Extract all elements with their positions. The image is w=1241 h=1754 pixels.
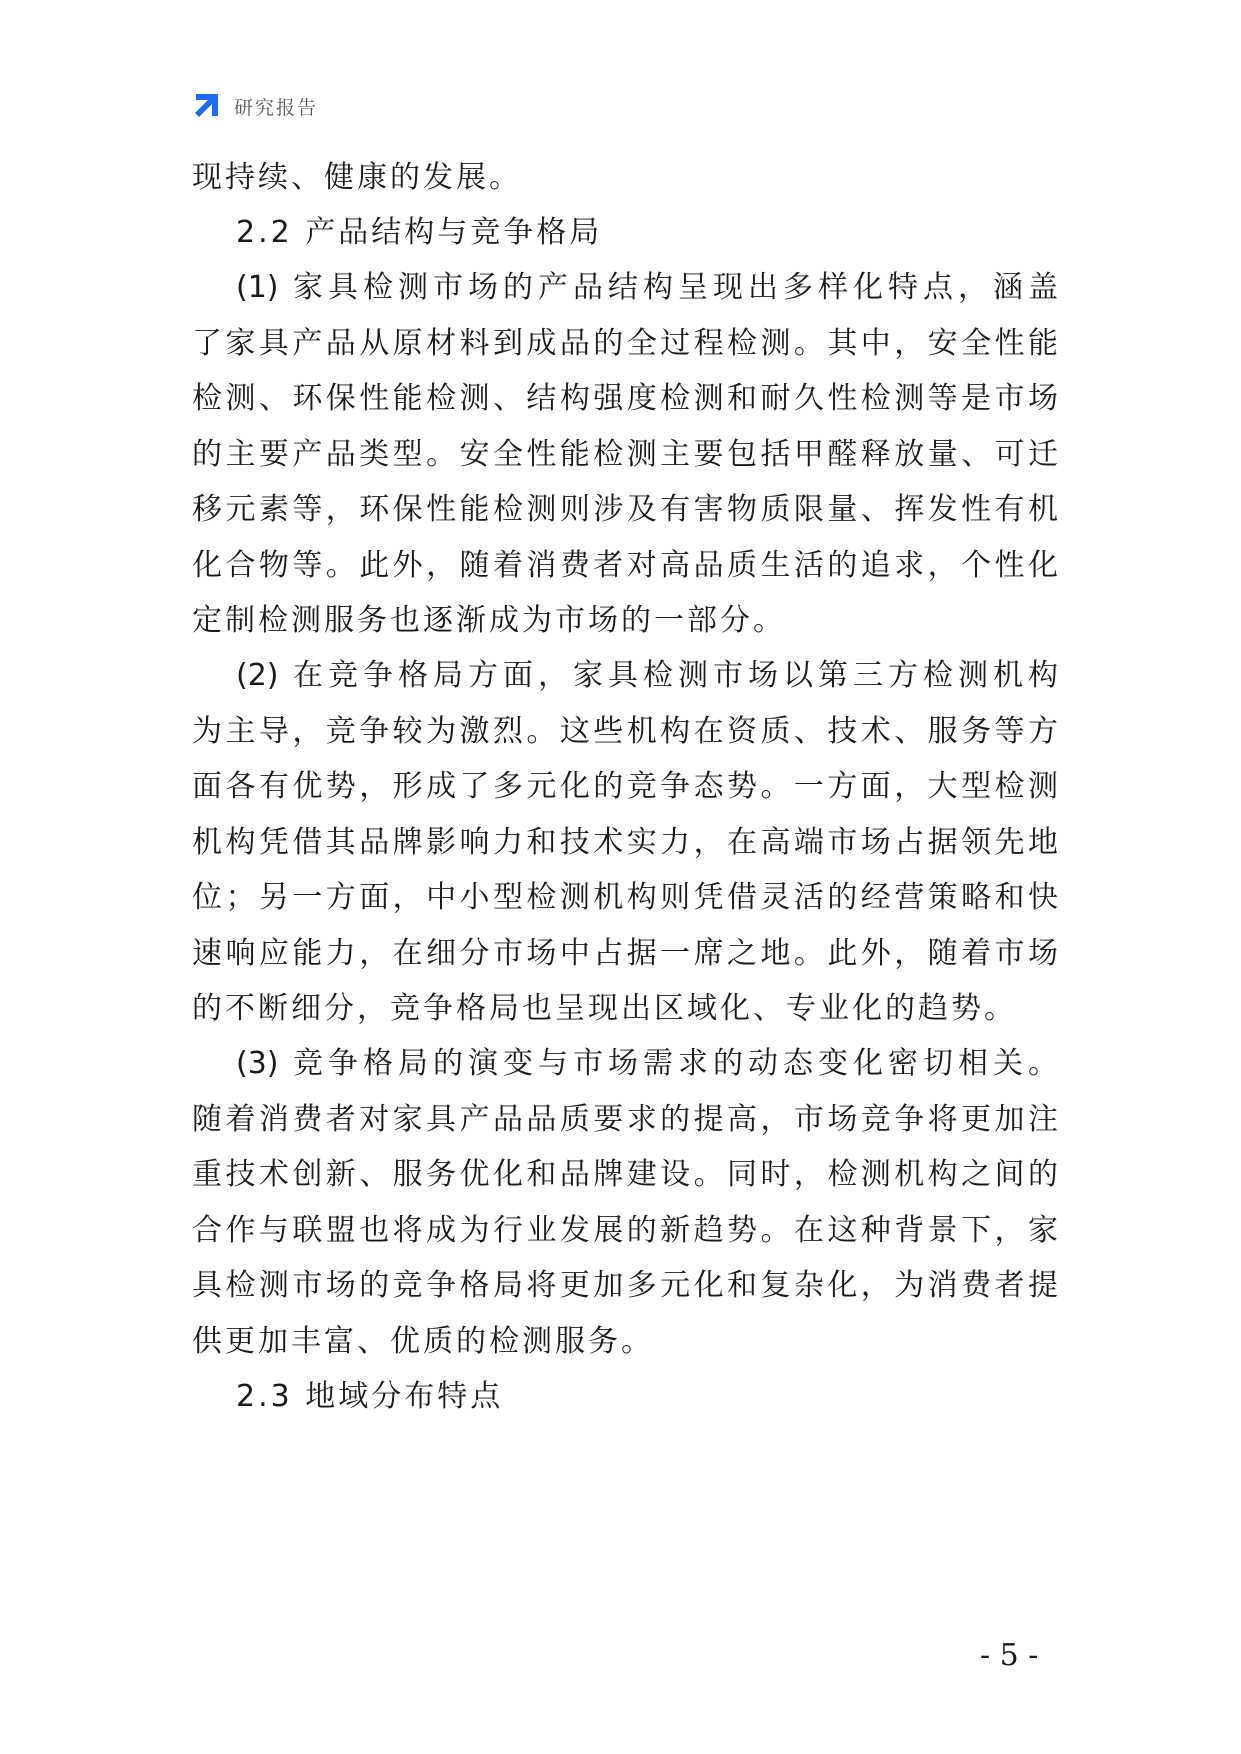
paragraph-line: 为主导，竞争较为激烈。这些机构在资质、技术、服务等方 [192,714,1058,749]
paragraph-line: 速响应能力，在细分市场中占据一席之地。此外，随着市场 [192,936,1058,971]
header-title: 研究报告 [234,96,319,119]
paragraph-line: 具检测市场的竞争格局将更加多元化和复杂化，为消费者提 [192,1268,1058,1303]
paragraph-line: 了家具产品从原材料到成品的全过程检测。其中，安全性能 [192,326,1058,361]
paragraph-line: 检测、环保性能检测、结构强度检测和耐久性检测等是市场 [192,381,1058,416]
paragraph-line: 机构凭借其品牌影响力和技术实力，在高端市场占据领先地 [192,825,1058,860]
paragraph-line: (3) 竞争格局的演变与市场需求的动态变化密切相关。 [236,1046,1058,1081]
paragraph-line: 定制检测服务也逐渐成为市场的一部分。 [192,603,786,638]
paragraph-line: 的主要产品类型。安全性能检测主要包括甲醛释放量、可迁 [192,437,1058,472]
paragraph-line: 位；另一方面，中小型检测机构则凭借灵活的经营策略和快 [192,880,1058,915]
arrow-up-right-icon [190,90,222,122]
paragraph-line: 面各有优势，形成了多元化的竞争态势。一方面，大型检测 [192,769,1058,804]
section-heading-2-2: 2.2 产品结构与竞争格局 [236,215,603,250]
paragraph-line: 的不断细分，竞争格局也呈现出区域化、专业化的趋势。 [192,991,1017,1026]
paragraph-line: (2) 在竞争格局方面，家具检测市场以第三方检测机构 [236,658,1058,693]
section-heading-2-3: 2.3 地域分布特点 [236,1379,504,1414]
paragraph-line: 化合物等。此外，随着消费者对高品质生活的追求，个性化 [192,548,1058,583]
paragraph-line: 供更加丰富、优质的检测服务。 [192,1324,654,1359]
page-header [190,88,318,124]
paragraph-line: 重技术创新、服务优化和品牌建设。同时，检测机构之间的 [192,1157,1058,1192]
page-number: - 5 - [980,1638,1039,1673]
paragraph-line: 随着消费者对家具产品品质要求的提高，市场竞争将更加注 [192,1102,1058,1137]
paragraph-line: 现持续、健康的发展。 [192,160,522,195]
paragraph-line: 合作与联盟也将成为行业发展的新趋势。在这种背景下，家 [192,1213,1058,1248]
paragraph-line: (1) 家具检测市场的产品结构呈现出多样化特点，涵盖 [236,270,1058,305]
paragraph-line: 移元素等，环保性能检测则涉及有害物质限量、挥发性有机 [192,492,1058,527]
